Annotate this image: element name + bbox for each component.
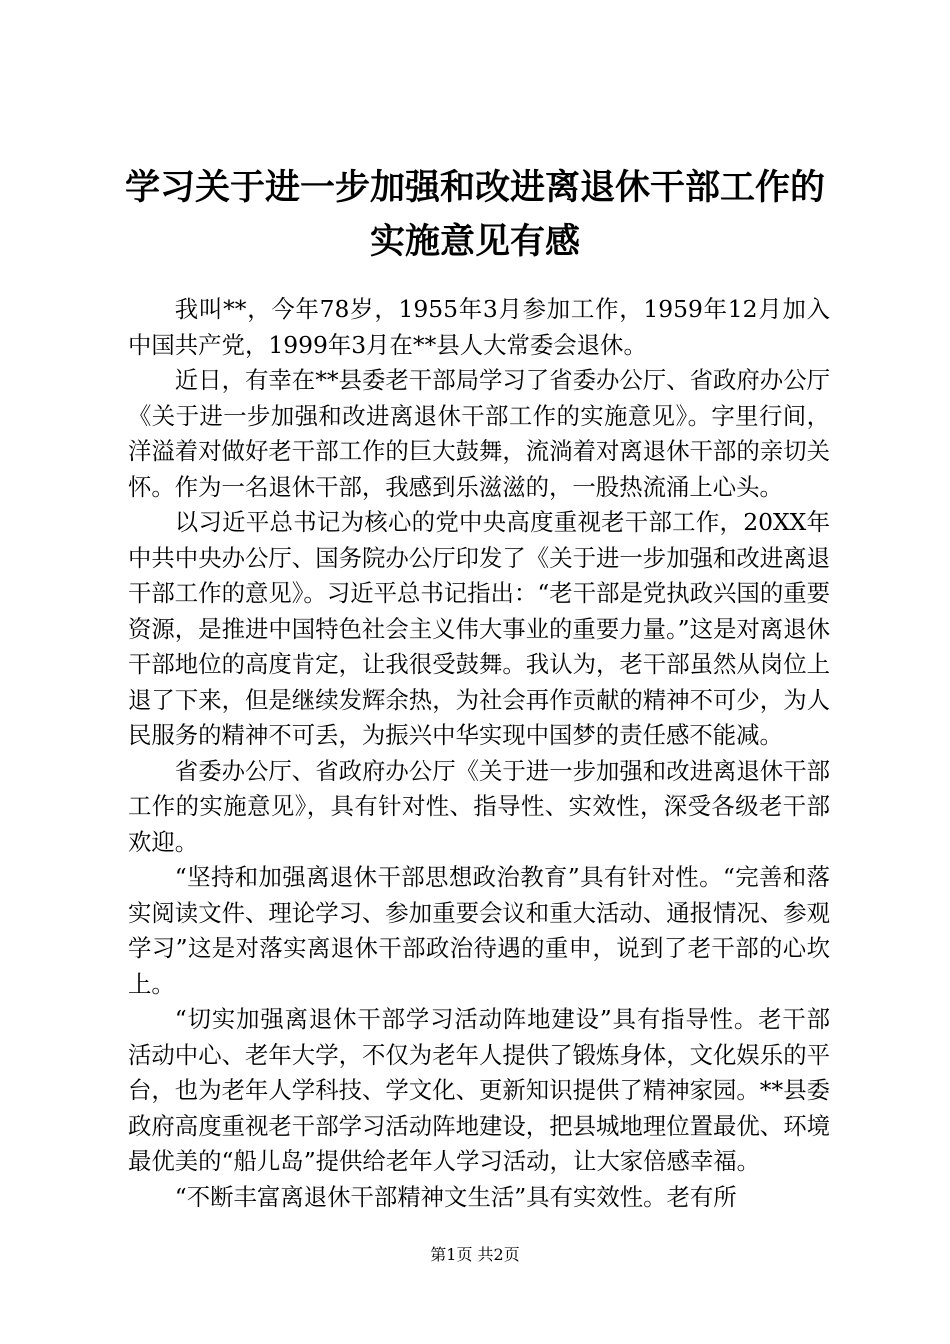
paragraph: 我叫**，今年78岁，1955年3月参加工作，1959年12月加入中国共产党，1999年3月在**县人大常委会退休。 [128,295,830,359]
document-title-line-1: 学习关于进一步加强和改进离退休干部工作的 [124,167,825,208]
paragraph: “切实加强离退休干部学习活动阵地建设”具有指导性。老干部活动中心、老年大学，不仅为老年人提供了锻炼身体，文化娱乐的平台，也为老年人学科技、学文化、更新知识提供了精神家园。**县委政府高度重视老干部学习活动阵地建设，把县城地理位置最优、环境最优美的“船儿岛”提供给老年人学习活动，让大家倍感幸福。 [128,1005,830,1175]
paragraph: “不断丰富离退休干部精神文生活”具有实效性。老有所 [174,1182,737,1211]
paragraph: 近日，有幸在**县委老干部局学习了省委办公厅、省政府办公厅《关于进一步加强和改进离退休干部工作的实施意见》。字里行间，洋溢着对做好老干部工作的巨大鼓舞，流淌着对离退休干部的亲切关怀。作为一名退休干部，我感到乐滋滋的，一股热流涌上心头。 [128,366,830,501]
paragraph: 以习近平总书记为核心的党中央高度重视老干部工作，20XX年中共中央办公厅、国务院办公厅印发了《关于进一步加强和改进离退干部工作的意见》。习近平总书记指出：“老干部是党执政兴国的重要资源，是推进中国特色社会主义伟大事业的重要力量。”这是对离退休干部地位的高度肯定，让我很受鼓舞。我认为，老干部虽然从岗位上退了下来，但是继续发辉余热，为社会再作贡献的精神不可少，为人民服务的精神不可丢，为振兴中华实现中国梦的责任感不能减。 [128,508,830,749]
document-body [128,292,830,1215]
paragraph: “坚持和加强离退休干部思想政治教育”具有针对性。“完善和落实阅读文件、理论学习、参加重要会议和重大活动、通报情况、参观学习”这是对落实离退休干部政治待遇的重申，说到了老干部的心坎上。 [128,863,830,998]
paragraph: 省委办公厅、省政府办公厅《关于进一步加强和改进离退休干部工作的实施意见》，具有针对性、指导性、实效性，深受各级老干部欢迎。 [128,756,830,856]
page-footer: 第1页 共2页 [430,1245,520,1264]
document-title-line-2: 实施意见有感 [369,221,580,262]
